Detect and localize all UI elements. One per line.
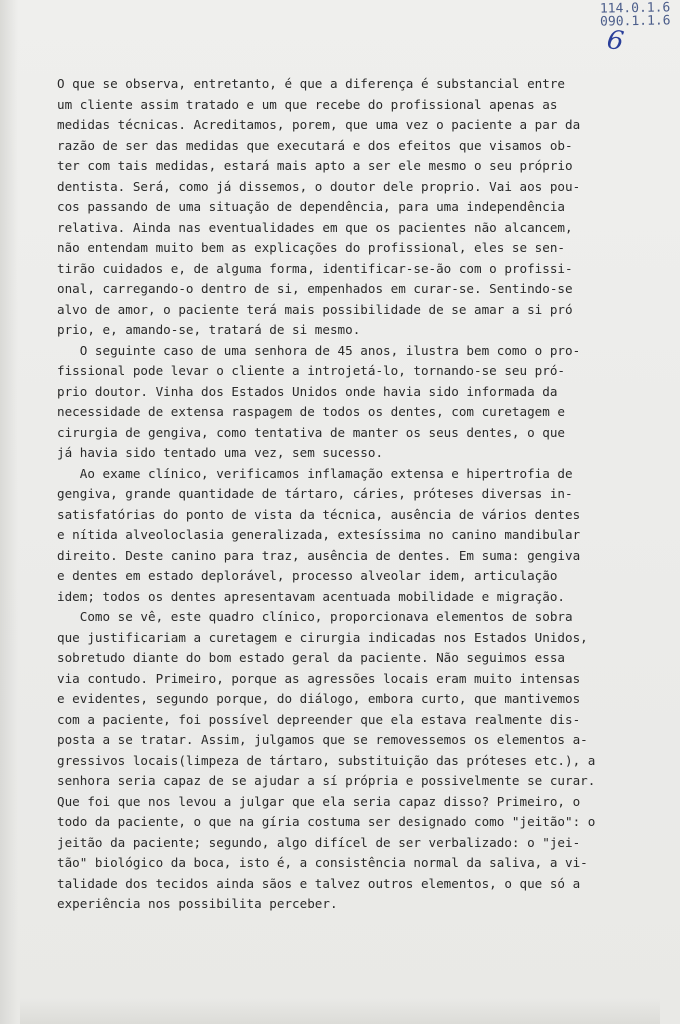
scan-bottom-edge bbox=[20, 998, 660, 1024]
text-line: e dentes em estado deplorável, processo alveolar idem, articulação bbox=[57, 568, 558, 583]
text-line: Que foi que nos levou a julgar que ela seria capaz disso? Primeiro, o bbox=[57, 793, 581, 809]
text-line: ter com tais medidas, estará mais apto a ser ele mesmo o seu próprio bbox=[57, 158, 573, 173]
text-line: necessidade de extensa raspagem de todos os dentes, com curetagem e bbox=[57, 404, 565, 419]
page-edge-shadow bbox=[0, 0, 18, 1024]
text-line: direito. Deste canino para traz, ausência de dentes. Em suma: gengiva bbox=[57, 547, 581, 563]
text-line: gengiva, grande quantidade de tártaro, cáries, próteses diversas in- bbox=[57, 486, 573, 501]
archive-code-line-2: 090.1.1.6 bbox=[599, 13, 671, 30]
text-line: senhora seria capaz de se ajudar a sí própria e possivelmente se curar. bbox=[57, 773, 596, 788]
text-line: e nítida alveoloclasia generalizada, extesíssima no canino mandibular bbox=[57, 527, 581, 542]
text-line: um cliente assim tratado e um que recebe do profissional apenas as bbox=[57, 96, 558, 112]
text-line: tão" biológico da boca, isto é, a consistência normal da saliva, a vi- bbox=[57, 855, 588, 870]
text-line: sobretudo diante do bom estado geral da paciente. Não seguimos essa bbox=[57, 650, 565, 665]
text-line: que justificariam a curetagem e cirurgia indicadas nos Estados Unidos, bbox=[57, 629, 588, 645]
text-line: experiência nos possibilita perceber. bbox=[57, 896, 338, 911]
handwritten-page-number: 6 bbox=[605, 24, 627, 58]
text-line: cos passando de uma situação de dependência, para uma independência bbox=[57, 199, 565, 214]
text-line: via contudo. Primeiro, porque as agressões locais eram muito intensas bbox=[57, 670, 581, 686]
text-line: idem; todos os dentes apresentavam acentuada mobilidade e migração. bbox=[57, 588, 565, 604]
text-line: O que se observa, entretanto, é que a diferença é substancial entre bbox=[57, 76, 565, 91]
text-line: satisfatórias do ponto de vista da técnica, ausência de vários dentes bbox=[57, 506, 581, 522]
text-line: medidas técnicas. Acreditamos, porem, que uma vez o paciente a par da bbox=[57, 117, 581, 132]
text-line: dentista. Será, como já dissemos, o doutor dele proprio. Vai aos pou- bbox=[57, 178, 581, 194]
text-line: prio doutor. Vinha dos Estados Unidos onde havia sido informada da bbox=[57, 383, 558, 399]
text-line: prio, e, amando-se, tratará de si mesmo. bbox=[57, 322, 361, 337]
text-line: Ao exame clínico, verificamos inflamação extensa e hipertrofia de bbox=[57, 465, 573, 481]
text-line: e evidentes, segundo porque, do diálogo, embora curto, que mantivemos bbox=[57, 691, 581, 706]
text-line: já havia sido tentado uma vez, sem sucesso. bbox=[57, 445, 384, 460]
text-line: cirurgia de gengiva, como tentativa de manter os seus dentes, o que bbox=[57, 424, 565, 440]
archive-code-line-1: 114.0.1.6 bbox=[599, 0, 671, 17]
body-text bbox=[57, 74, 657, 915]
text-line: com a paciente, foi possível depreender que ela estava realmente dis- bbox=[57, 711, 581, 727]
text-line: Como se vê, este quadro clínico, proporcionava elementos de sobra bbox=[57, 609, 573, 624]
text-line: jeitão da paciente; segundo, algo difícel de ser verbalizado: o "jei- bbox=[57, 834, 581, 850]
text-line: relativa. Ainda nas eventualidades em que os pacientes não alcancem, bbox=[57, 219, 573, 235]
text-line: não entendam muito bem as explicações do profissional, eles se sen- bbox=[57, 240, 565, 255]
text-line: razão de ser das medidas que executará e dos efeitos que visamos ob- bbox=[57, 137, 573, 153]
text-line: gressivos locais(limpeza de tártaro, substituição das próteses etc.), a bbox=[57, 752, 596, 768]
text-line: onal, carregando-o dentro de si, empenhados em curar-se. Sentindo-se bbox=[57, 281, 573, 296]
text-line: fissional pode levar o cliente a introjetá-lo, tornando-se seu pró- bbox=[57, 363, 565, 378]
text-line: O seguinte caso de uma senhora de 45 anos, ilustra bem como o pro- bbox=[57, 342, 581, 358]
text-line: alvo de amor, o paciente terá mais possibilidade de se amar a si pró bbox=[57, 301, 573, 317]
text-line: tirão cuidados e, de alguma forma, identificar-se-ão com o profissi- bbox=[57, 260, 573, 276]
text-line: todo da paciente, o que na gíria costuma ser designado como "jeitão": o bbox=[57, 814, 596, 829]
text-line: posta a se tratar. Assim, julgamos que se removessemos os elementos a- bbox=[57, 732, 588, 747]
text-line: talidade dos tecidos ainda sãos e talvez outros elementos, o que só a bbox=[57, 875, 581, 891]
